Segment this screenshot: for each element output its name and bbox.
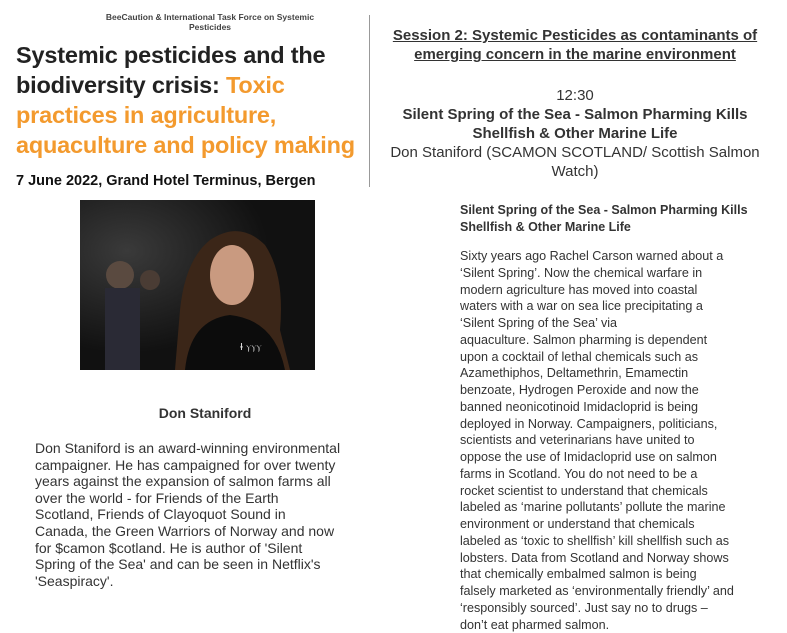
abstract-line: Sixty years ago Rachel Carson warned about a <box>460 248 775 265</box>
abstract-line: modern agriculture has moved into coastal <box>460 282 775 299</box>
abstract-line: ‘Silent Spring’. Now the chemical warfare in <box>460 265 775 282</box>
speaker-photo <box>80 200 315 370</box>
event-date-venue: 7 June 2022, Grand Hotel Terminus, Bergen <box>16 173 316 189</box>
organizer-header: BeeCaution & International Task Force on Systemic Pesticides <box>100 12 320 32</box>
abstract-line: banned neonicotinoid Imidacloprid is being <box>460 399 775 416</box>
bio-line: Canada, the Green Warriors of Norway and now <box>35 523 380 540</box>
bio-line: 'Seaspiracy'. <box>35 573 380 590</box>
svg-text:Ɨ ⲩⲩⲩ: Ɨ ⲩⲩⲩ <box>240 342 262 353</box>
title-highlight: Toxic practices in agriculture, aquaculture and policy making <box>16 72 355 158</box>
talk-info <box>370 86 780 181</box>
abstract-line: ‘Silent Spring of the Sea’ via <box>460 315 775 332</box>
speaker-name: Don Staniford <box>35 405 375 421</box>
abstract-line: benzoate, Hydrogen Peroxide and now the <box>460 382 775 399</box>
talk-speaker: Don Staniford (SCAMON SCOTLAND/ Scottish Salmon Watch) <box>370 143 780 181</box>
abstract-line: falsely marketed as ‘environmentally friendly’ and <box>460 583 775 600</box>
abstract-body <box>460 248 775 633</box>
bio-line: over the world - for Friends of the Earth <box>35 490 380 507</box>
bio-line: Scotland, Friends of Clayoquot Sound in <box>35 506 380 523</box>
session-title: Session 2: Systemic Pesticides as contaminants of emerging concern in the marine environment <box>370 26 780 64</box>
abstract-line: labeled as ‘marine pollutants’ pollute the marine <box>460 499 775 516</box>
abstract-line: ‘responsibly sourced’. Just say no to drugs – <box>460 600 775 617</box>
abstract-line: environment or understand that chemicals <box>460 516 775 533</box>
title-main: Systemic pesticides and the biodiversity crisis: <box>16 42 325 98</box>
bio-line: Spring of the Sea' and can be seen in Netflix's <box>35 556 380 573</box>
abstract-line: rocket scientist to understand that chemicals <box>460 483 775 500</box>
talk-title: Silent Spring of the Sea - Salmon Pharming Kills Shellfish & Other Marine Life <box>370 105 780 143</box>
abstract-line: labeled as ‘toxic to shellfish’ kill shellfish such as <box>460 533 775 550</box>
speaker-bio <box>35 440 380 589</box>
abstract-line: aquaculture. Salmon pharming is dependent <box>460 332 775 349</box>
page-title <box>16 40 376 160</box>
abstract-line: scientists and veterinarians have united to <box>460 432 775 449</box>
abstract-line: Azamethiphos, Deltamethrin, Emamectin <box>460 365 775 382</box>
bio-line: Don Staniford is an award-winning environmental <box>35 440 380 457</box>
bio-line: campaigner. He has campaigned for over twenty <box>35 457 380 474</box>
abstract-line: farms in Scotland. You do not need to be a <box>460 466 775 483</box>
abstract-line: don’t eat pharmed salmon. <box>460 617 775 633</box>
talk-time: 12:30 <box>370 86 780 105</box>
abstract-line: oppose the use of Imidacloprid use on salmon <box>460 449 775 466</box>
abstract-line: deployed in Norway. Campaigners, politicians, <box>460 416 775 433</box>
bio-line: for $camon $cotland. He is author of 'Silent <box>35 540 380 557</box>
abstract-line: upon a cocktail of lethal chemicals such as <box>460 349 775 366</box>
abstract-line: waters with a war on sea lice precipitating a <box>460 298 775 315</box>
abstract-heading: Silent Spring of the Sea - Salmon Pharming Kills Shellfish & Other Marine Life <box>460 202 770 236</box>
abstract-line: that chemically embalmed salmon is being <box>460 566 775 583</box>
bio-line: years against the expansion of salmon farms all <box>35 473 380 490</box>
abstract-line: lobsters. Data from Scotland and Norway shows <box>460 550 775 567</box>
